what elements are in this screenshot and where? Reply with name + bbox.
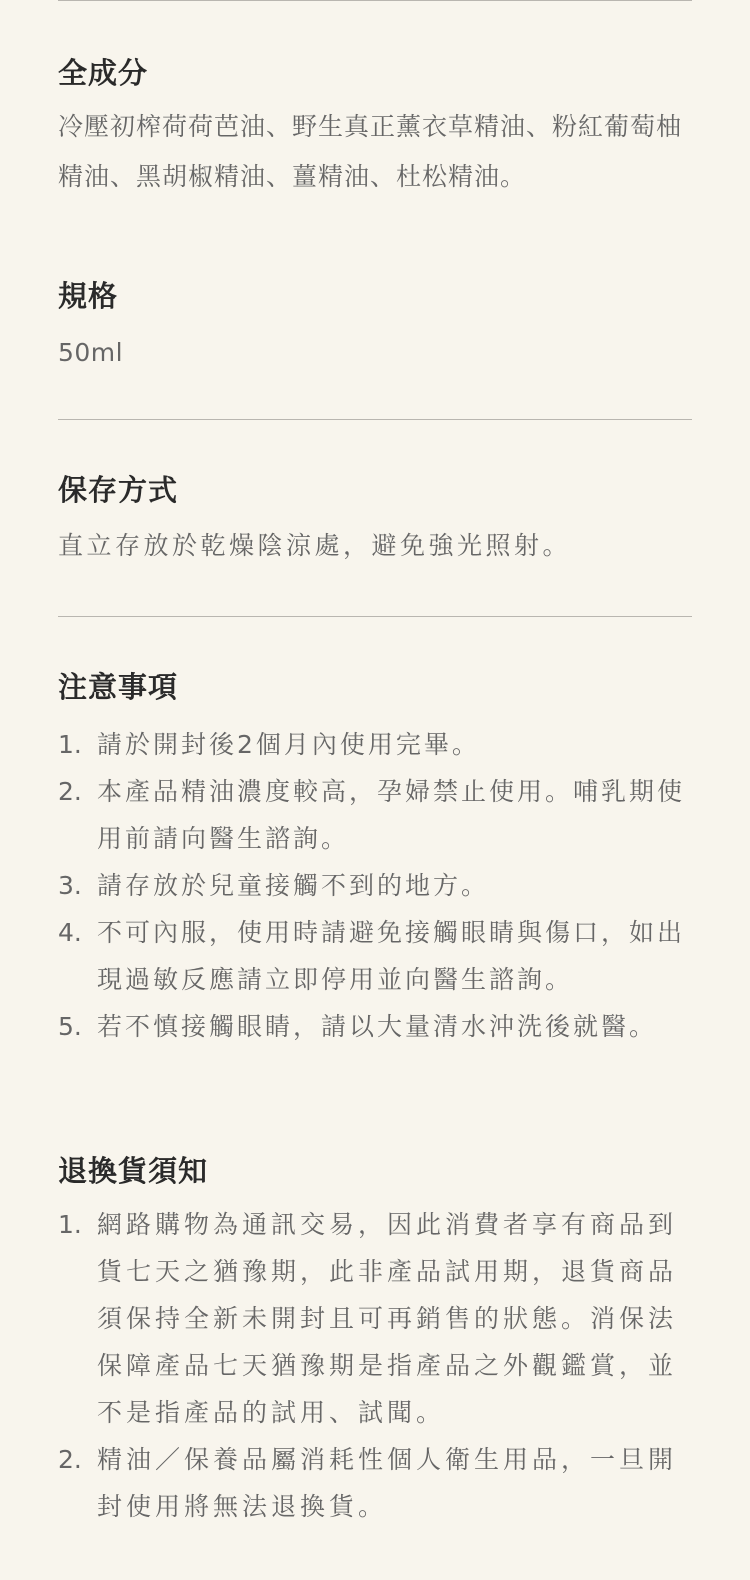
ingredients-heading: 全成分 [58,56,149,90]
list-text: 本產品精油濃度較高，孕婦禁止使用。哺乳期使用前請向醫生諮詢。 [97,777,686,853]
list-number: 4. [58,918,82,947]
list-item [58,721,698,768]
notes-heading: 注意事項 [58,670,179,704]
spec-text: 50ml [58,338,124,367]
section-divider [58,419,692,420]
list-text: 精油／保養品屬消耗性個人衛生用品，一旦開封使用將無法退換貨。 [97,1445,678,1521]
list-text: 網路購物為通訊交易，因此消費者享有商品到貨七天之猶豫期，此非產品試用期，退貨商品須保持全新未開封且可再銷售的狀態。消保法保障產品七天猶豫期是指產品之外觀鑑賞，並不是指產品的試用、試聞。 [97,1210,678,1427]
list-number: 1. [58,1210,82,1239]
list-text: 不可內服，使用時請避免接觸眼睛與傷口，如出現過敏反應請立即停用並向醫生諮詢。 [97,918,686,994]
list-item [58,862,698,909]
list-item [58,768,698,862]
top-divider [58,0,692,1]
storage-heading: 保存方式 [58,473,179,507]
section-divider [58,616,692,617]
list-item [58,909,698,1003]
list-number: 2. [58,1445,82,1474]
storage-text: 直立存放於乾燥陰涼處，避免強光照射。 [58,531,572,560]
list-text: 請存放於兒童接觸不到的地方。 [97,871,490,900]
returns-heading: 退換貨須知 [58,1154,209,1188]
notes-list [58,721,698,1050]
list-number: 2. [58,777,82,806]
spec-heading: 規格 [58,279,119,313]
ingredients-text: 冷壓初榨荷荷芭油、野生真正薰衣草精油、粉紅葡萄柚精油、黑胡椒精油、薑精油、杜松精油。 [58,112,683,191]
list-text: 若不慎接觸眼睛，請以大量清水沖洗後就醫。 [97,1012,658,1041]
list-item [58,1003,698,1050]
returns-list [58,1201,698,1530]
list-item [58,1436,698,1530]
list-item [58,1201,698,1436]
list-number: 3. [58,871,82,900]
list-number: 1. [58,730,82,759]
list-number: 5. [58,1012,82,1041]
list-text: 請於開封後2個月內使用完畢。 [97,730,480,759]
